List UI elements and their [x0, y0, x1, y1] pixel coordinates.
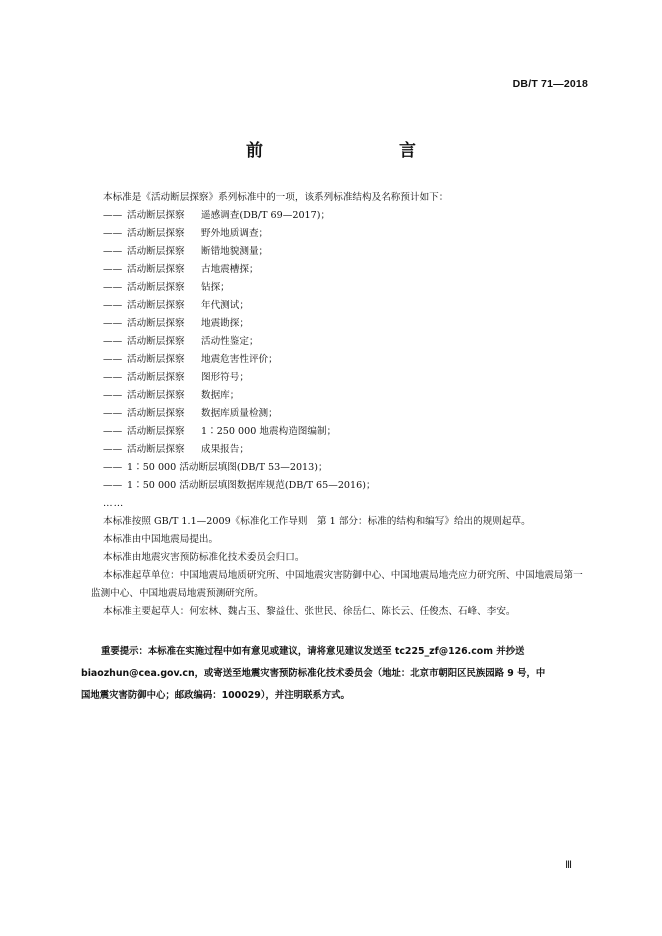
series-name: 活动断层探察	[127, 300, 185, 311]
list-item	[91, 333, 591, 351]
part-name: 数据库质量检测；	[201, 408, 278, 419]
series-list	[91, 207, 591, 513]
list-item	[91, 243, 591, 261]
list-item	[91, 351, 591, 369]
page-number: Ⅲ	[565, 860, 572, 871]
list-item	[91, 423, 591, 441]
part-name: 活动性鉴定；	[201, 336, 259, 347]
list-item	[91, 477, 591, 495]
dash: ——	[103, 444, 123, 455]
drafters-paragraph: 本标准主要起草人：何宏林、魏占玉、黎益仕、张世民、徐岳仁、陈长云、任俊杰、石峰、李安。	[103, 606, 516, 617]
dash: ——	[103, 318, 123, 329]
dash: ——	[103, 390, 123, 401]
series-name: 活动断层探察	[127, 336, 185, 347]
series-name: 活动断层探察	[127, 264, 185, 275]
dash: ——	[103, 210, 123, 221]
map-item-text: 1∶50 000 活动断层填图数据库规范(DB/T 65—2016)；	[127, 480, 376, 491]
series-name: 活动断层探察	[127, 318, 185, 329]
series-name: 活动断层探察	[127, 210, 185, 221]
managed-by-paragraph: 本标准由地震灾害预防标准化技术委员会归口。	[103, 552, 305, 563]
series-name: 活动断层探察	[127, 282, 185, 293]
list-item	[91, 297, 591, 315]
dash: ——	[103, 246, 123, 257]
intro-paragraph: 本标准是《活动断层探察》系列标准中的一项，该系列标准结构及名称预计如下：	[103, 192, 449, 203]
series-name: 活动断层探察	[127, 426, 185, 437]
notice-line: biaozhun@cea.gov.cn，或寄送至地震灾害预防标准化技术委员会（地址：北京市朝阳区民族园路 9 号，中	[81, 668, 546, 679]
series-name: 活动断层探察	[127, 390, 185, 401]
proposed-by-paragraph: 本标准由中国地震局提出。	[103, 534, 219, 545]
part-name: 数据库；	[201, 390, 240, 401]
list-ellipsis: ……	[103, 498, 125, 509]
drafting-units-paragraph: 本标准起草单位：中国地震局地质研究所、中国地震灾害防御中心、中国地震局地壳应力研究所、中国地震局第一监测中心、中国地震局地震预测研究所。	[91, 570, 583, 599]
list-item	[91, 279, 591, 297]
part-name: 年代测试；	[201, 300, 249, 311]
dash: ——	[103, 300, 123, 311]
part-name: 钻探；	[201, 282, 230, 293]
series-name: 活动断层探察	[127, 228, 185, 239]
series-name: 活动断层探察	[127, 354, 185, 365]
notice-line: 重要提示：本标准在实施过程中如有意见或建议，请将意见建议发送至 tc225_zf@126.com 并抄送	[101, 646, 525, 657]
important-notice	[81, 641, 591, 707]
part-name: 地震危害性评价；	[201, 354, 278, 365]
part-name: 地震勘探；	[201, 318, 249, 329]
part-name: 古地震槽探；	[201, 264, 259, 275]
list-item	[91, 207, 591, 225]
page-title: 前 言	[246, 141, 450, 161]
dash: ——	[103, 372, 123, 383]
standard-code: DB/T 71—2018	[512, 78, 588, 90]
list-item	[91, 369, 591, 387]
list-item	[91, 387, 591, 405]
dash: ——	[103, 282, 123, 293]
list-item	[91, 225, 591, 243]
series-name: 活动断层探察	[127, 246, 185, 257]
series-name: 活动断层探察	[127, 408, 185, 419]
dash: ——	[103, 228, 123, 239]
map-item-text: 1∶50 000 活动断层填图(DB/T 53—2013)；	[127, 462, 328, 473]
dash: ——	[103, 336, 123, 347]
list-item	[91, 441, 591, 459]
part-name: 断错地貌测量；	[201, 246, 269, 257]
series-name: 活动断层探察	[127, 372, 185, 383]
dash: ——	[103, 480, 123, 491]
dash: ——	[103, 264, 123, 275]
drafting-rule-paragraph: 本标准按照 GB/T 1.1—2009《标准化工作导则 第 1 部分：标准的结构和编写》给出的规则起草。	[103, 516, 531, 527]
part-name: 图形符号；	[201, 372, 249, 383]
list-item	[91, 261, 591, 279]
list-item	[91, 459, 591, 477]
list-item	[91, 315, 591, 333]
notice-line: 国地震灾害防御中心；邮政编码：100029），并注明联系方式。	[81, 690, 350, 701]
part-name: 野外地质调查；	[201, 228, 269, 239]
dash: ——	[103, 462, 123, 473]
dash: ——	[103, 426, 123, 437]
list-item	[91, 405, 591, 423]
dash: ——	[103, 408, 123, 419]
part-name: 1∶250 000 地震构造图编制；	[201, 426, 337, 437]
dash: ——	[103, 354, 123, 365]
foreword-body	[91, 189, 591, 621]
series-name: 活动断层探察	[127, 444, 185, 455]
part-name: 遥感调查(DB/T 69—2017)；	[201, 210, 331, 221]
part-name: 成果报告；	[201, 444, 249, 455]
